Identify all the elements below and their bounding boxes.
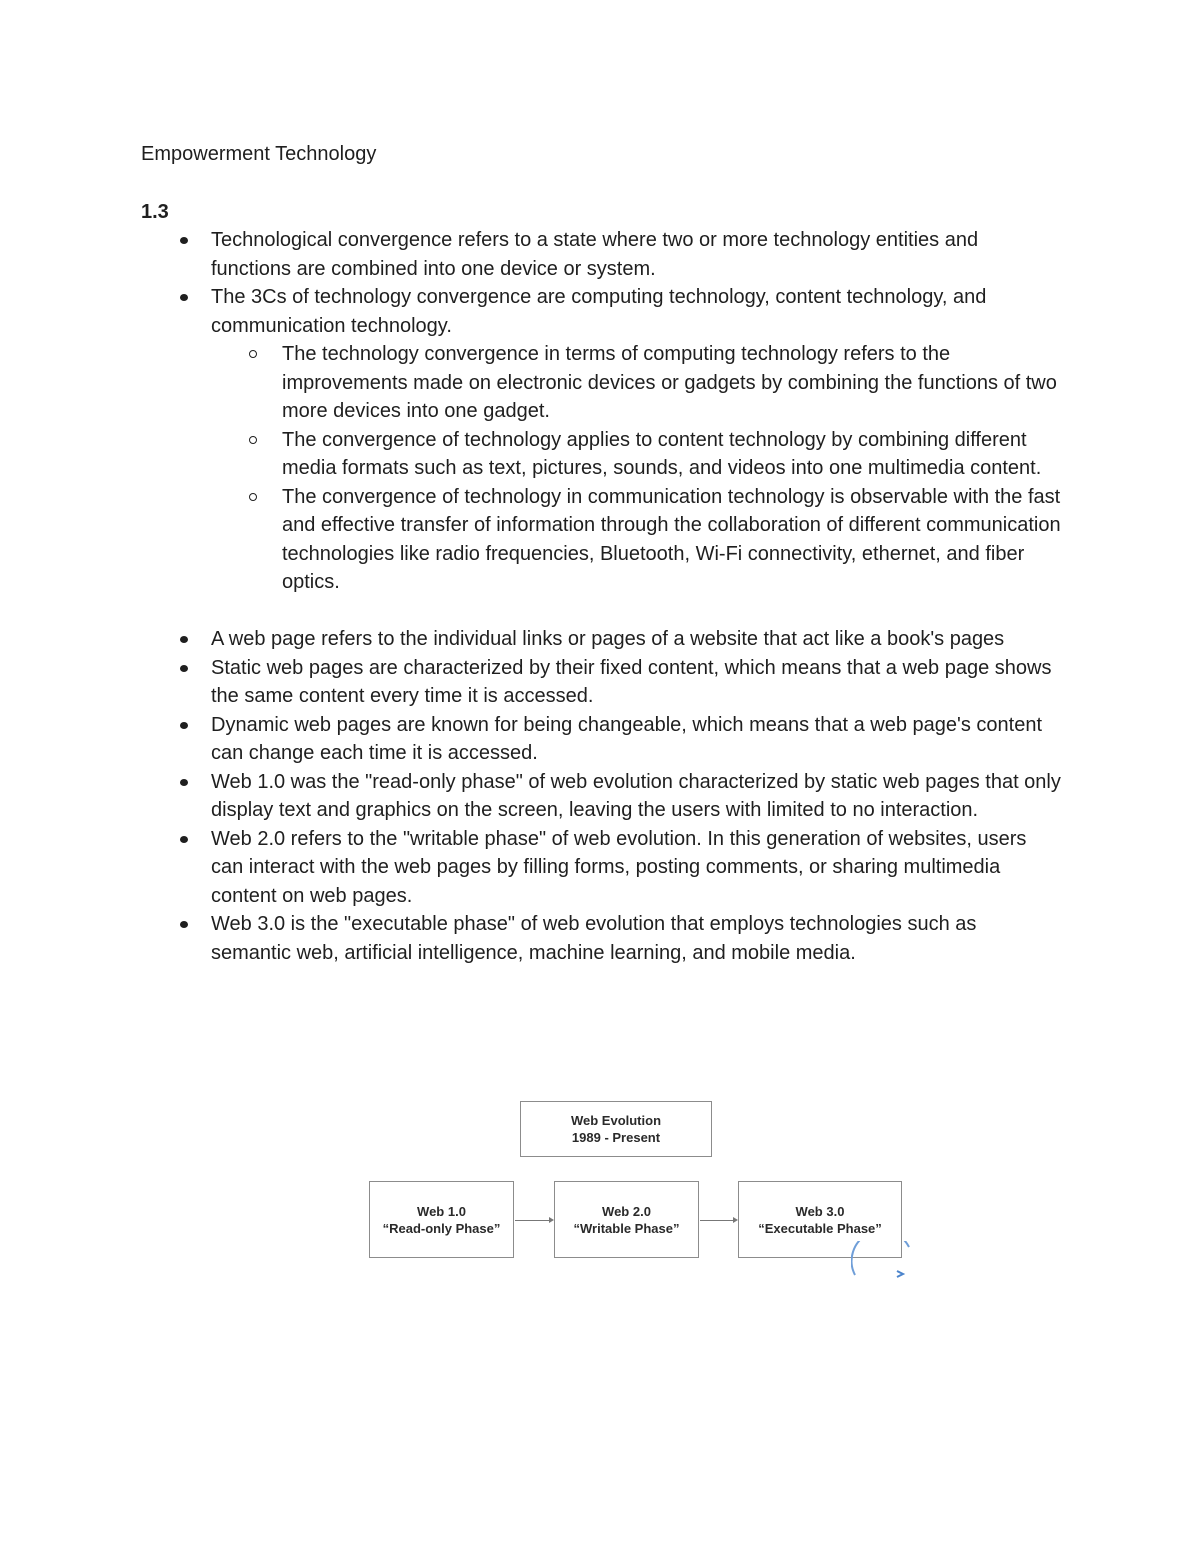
bullet-list (141, 625, 1061, 967)
diagram-arrow (700, 1220, 736, 1221)
diagram-phase-name: Web 1.0 (417, 1203, 466, 1219)
diagram-phase-label: “Read-only Phase” (382, 1220, 501, 1236)
section-number: 1.3 (141, 201, 169, 223)
diagram-root-title: Web Evolution (570, 1113, 662, 1128)
diagram-phase-name: Web 3.0 (795, 1203, 845, 1219)
document-title: Empowerment Technology (141, 143, 377, 165)
list-item: Technological convergence refers to a state where two or more technology entities and functions are combined into one device or system. (211, 226, 1061, 283)
paragraph-spacer (141, 597, 1061, 626)
diagram-phase-label: “Writable Phase” (573, 1220, 680, 1236)
list-item: A web page refers to the individual links or pages of a website that act like a book's pages (211, 625, 1061, 654)
list-item: Static web pages are characterized by their fixed content, which means that a web page shows the same content every time it is accessed. (211, 654, 1061, 711)
diagram-phase-label: “Executable Phase” (758, 1220, 882, 1236)
diagram-box-web1 (369, 1181, 514, 1258)
sub-list-item: The convergence of technology applies to content technology by combining different media formats such as text, pictures, sounds, and videos into one multimedia content. (282, 426, 1061, 483)
web-evolution-diagram (365, 1097, 915, 1282)
sub-list-item: The convergence of technology in communication technology is observable with the fast and effective transfer of information through the collaboration of different communication technologies like radio frequencies, Bluetooth, Wi-Fi connectivity, ethernet, and fiber optics. (282, 483, 1061, 597)
document-body (141, 226, 1061, 967)
diagram-root-subtitle: 1989 - Present (571, 1130, 661, 1145)
list-item-text: The 3Cs of technology convergence are computing technology, content technology, and communication technology. (211, 286, 987, 337)
diagram-arrow (515, 1220, 552, 1221)
diagram-phase-name: Web 2.0 (602, 1203, 651, 1219)
list-item: Web 3.0 is the "executable phase" of web evolution that employs technologies such as semantic web, artificial intelligence, machine learning, and mobile media. (211, 910, 1061, 967)
list-item: Web 2.0 refers to the "writable phase" of web evolution. In this generation of websites, users can interact with the web pages by filling forms, posting comments, or sharing multimedia content on web pages. (211, 825, 1061, 911)
list-item (211, 283, 1061, 597)
list-item: Dynamic web pages are known for being changeable, which means that a web page's content can change each time it is accessed. (211, 711, 1061, 768)
bullet-list (141, 226, 1061, 597)
sub-list-item: The technology convergence in terms of computing technology refers to the improvements made on electronic devices or gadgets by combining the functions of two more devices into one gadget. (282, 340, 1061, 426)
list-item: Web 1.0 was the "read-only phase" of web evolution characterized by static web pages that only display text and graphics on the screen, leaving the users with limited to no interaction. (211, 768, 1061, 825)
sub-bullet-list (211, 340, 1061, 597)
diagram-root-box (520, 1101, 712, 1157)
loading-spinner-icon (851, 1241, 911, 1281)
diagram-box-web2 (554, 1181, 699, 1258)
